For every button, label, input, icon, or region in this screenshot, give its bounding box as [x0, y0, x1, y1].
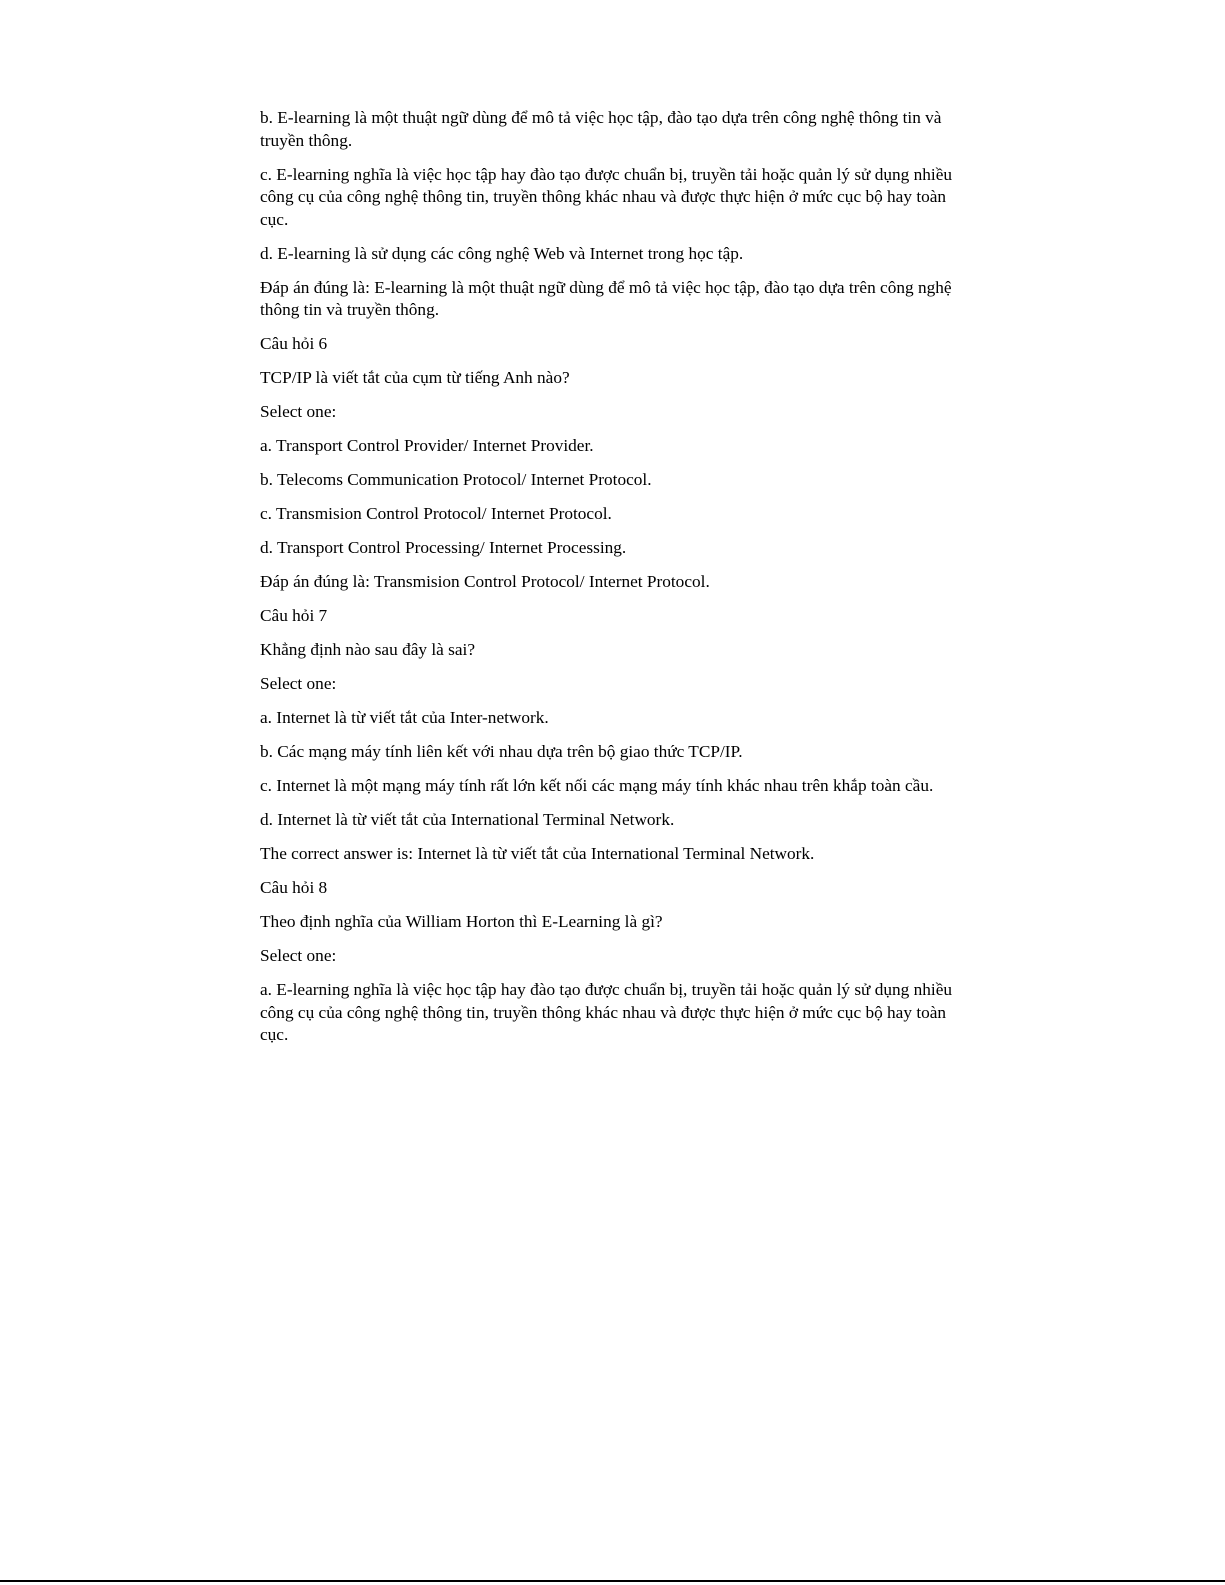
question-text-7: Khẳng định nào sau đây là sai?	[260, 640, 475, 659]
option-c-q5: c. E-learning nghĩa là việc học tập hay đào tạo được chuẩn bị, truyền tải hoặc quản lý sử dụng nhiều công cụ của công nghệ thông tin, truyền thông khác nhau và được thực hiện ở mức cục bộ hay toàn cục.	[260, 164, 953, 229]
option-b-q6: b. Telecoms Communication Protocol/ Internet Protocol.	[260, 470, 652, 489]
option-b-q5: b. E-learning là một thuật ngữ dùng để mô tả việc học tập, đào tạo dựa trên công nghệ thông tin và truyền thông.	[260, 108, 942, 150]
page-bottom-divider	[0, 1580, 1225, 1582]
option-c-q6: c. Transmision Control Protocol/ Internet Protocol.	[260, 504, 612, 523]
select-one-label-8: Select one:	[260, 946, 337, 965]
option-a-q7: a. Internet là từ viết tắt của Inter-network.	[260, 708, 549, 727]
question-text-6: TCP/IP là viết tắt của cụm từ tiếng Anh nào?	[260, 368, 570, 387]
option-d-q5: d. E-learning là sử dụng các công nghệ Web và Internet trong học tập.	[260, 243, 744, 263]
question-heading-7: Câu hỏi 7	[260, 606, 328, 625]
question-text-8: Theo định nghĩa của William Horton thì E-Learning là gì?	[260, 912, 663, 931]
option-b-q7: b. Các mạng máy tính liên kết với nhau dựa trên bộ giao thức TCP/IP.	[260, 742, 743, 761]
correct-answer-q5: Đáp án đúng là: E-learning là một thuật ngữ dùng để mô tả việc học tập, đào tạo dựa trên công nghệ thông tin và truyền thông.	[260, 277, 952, 319]
document-page	[260, 107, 970, 1058]
select-one-label-6: Select one:	[260, 402, 337, 421]
question-heading-6: Câu hỏi 6	[260, 334, 328, 353]
option-a-q6: a. Transport Control Provider/ Internet Provider.	[260, 436, 594, 455]
option-d-q6: d. Transport Control Processing/ Internet Processing.	[260, 538, 627, 557]
correct-answer-q6: Đáp án đúng là: Transmision Control Protocol/ Internet Protocol.	[260, 572, 710, 591]
question-heading-8: Câu hỏi 8	[260, 878, 328, 897]
select-one-label-7: Select one:	[260, 674, 337, 693]
correct-answer-q7: The correct answer is: Internet là từ viết tắt của International Terminal Network.	[260, 844, 815, 863]
option-d-q7: d. Internet là từ viết tắt của International Terminal Network.	[260, 810, 675, 829]
option-a-q8: a. E-learning nghĩa là việc học tập hay đào tạo được chuẩn bị, truyền tải hoặc quản lý sử dụng nhiều công cụ của công nghệ thông tin, truyền thông khác nhau và được thực hiện ở mức cục bộ hay toàn cục.	[260, 980, 953, 1044]
option-c-q7: c. Internet là một mạng máy tính rất lớn kết nối các mạng máy tính khác nhau trên khắp toàn cầu.	[260, 776, 934, 795]
